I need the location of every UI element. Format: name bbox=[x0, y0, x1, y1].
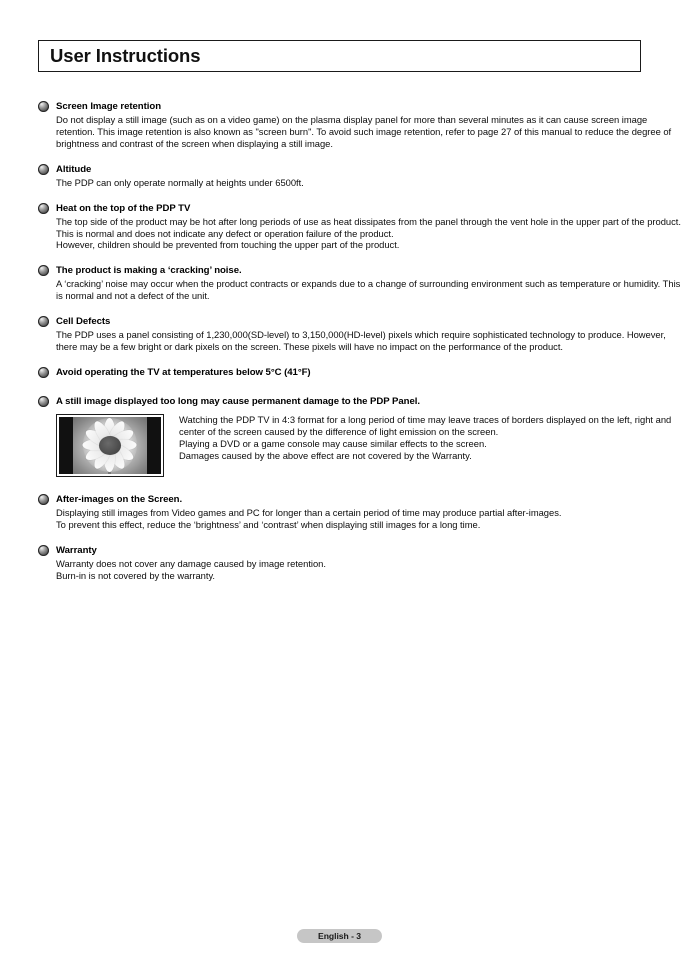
section-avoid-low-temperatures bbox=[0, 366, 686, 379]
sphere-bullet-icon bbox=[38, 396, 49, 407]
sphere-bullet-icon bbox=[38, 316, 49, 327]
section-heading bbox=[38, 366, 686, 379]
section-body bbox=[38, 507, 686, 531]
section-heading bbox=[38, 100, 686, 113]
section-heading-label: Cell Defects bbox=[56, 316, 111, 328]
body-paragraph: Damages caused by the above effect are not covered by the Warranty. bbox=[179, 450, 472, 462]
section-screen-image-retention bbox=[0, 100, 686, 150]
section-cell-defects bbox=[0, 315, 686, 353]
section-heading bbox=[38, 493, 686, 506]
section-heading bbox=[38, 264, 686, 277]
instructions-content bbox=[0, 100, 686, 593]
section-heading bbox=[38, 395, 686, 408]
section-altitude bbox=[0, 163, 686, 189]
section-after-images bbox=[0, 493, 686, 531]
body-paragraph: However, children should be prevented from touching the upper part of the product. bbox=[56, 239, 400, 251]
section-body bbox=[38, 329, 686, 353]
section-body bbox=[38, 216, 686, 252]
body-paragraph: A ‘cracking’ noise may occur when the product contracts or expands due to a change of surrounding environment such as temperature or humidity. This is normal and not a defect of the unit. bbox=[56, 278, 681, 302]
section-heat-on-top-of-pdp-tv bbox=[0, 202, 686, 252]
body-paragraph: The PDP can only operate normally at heights under 6500ft. bbox=[56, 176, 304, 188]
body-paragraph: Burn-in is not covered by the warranty. bbox=[56, 569, 216, 581]
page-footer-badge bbox=[297, 929, 382, 943]
sphere-bullet-icon bbox=[38, 101, 49, 112]
sphere-bullet-icon bbox=[38, 367, 49, 378]
section-body bbox=[38, 558, 686, 582]
body-paragraph: This is normal and does not indicate any defect or operation failure of the product. bbox=[56, 227, 394, 239]
section-heading-label: Screen Image retention bbox=[56, 101, 161, 112]
section-body bbox=[38, 278, 686, 302]
body-paragraph: Playing a DVD or a game console may cause similar effects to the screen. bbox=[179, 438, 487, 450]
section-heading bbox=[38, 544, 686, 557]
sphere-bullet-icon bbox=[38, 545, 49, 556]
pdp-panel-illustration bbox=[56, 414, 164, 477]
page-title: User Instructions bbox=[50, 45, 201, 66]
section-heading-label: After-images on the Screen. bbox=[56, 493, 183, 505]
body-paragraph: Do not display a still image (such as on a video game) on the plasma display panel for more than several minutes as it can cause screen image retention. This image retention is also known as "screen burn". To avoid such image retention, refer to page 27 of this manual to reduce the degree of brightness and contrast of the screen when displaying a still image. bbox=[56, 114, 672, 149]
figure-row bbox=[38, 414, 686, 477]
section-heading-label: The product is making a ‘cracking’ noise. bbox=[56, 265, 242, 277]
sphere-bullet-icon bbox=[38, 164, 49, 175]
section-heading-label: A still image displayed too long may cause permanent damage to the PDP Panel. bbox=[56, 395, 421, 407]
body-paragraph: To prevent this effect, reduce the ‘brightness’ and ‘contrast’ when displaying still images for a long time. bbox=[56, 518, 481, 530]
section-heading-label: Warranty bbox=[56, 544, 97, 556]
section-heading-label: Heat on the top of the PDP TV bbox=[56, 202, 191, 214]
sphere-bullet-icon bbox=[38, 203, 49, 214]
section-heading-label: Altitude bbox=[56, 163, 92, 175]
section-body bbox=[38, 114, 686, 150]
body-paragraph: The top side of the product may be hot after long periods of use as heat dissipates from the panel through the vent hole in the upper part of the product. bbox=[56, 215, 681, 227]
section-cracking-noise bbox=[0, 264, 686, 302]
body-paragraph: Warranty does not cover any damage caused by image retention. bbox=[56, 557, 326, 569]
figure-caption bbox=[164, 414, 686, 462]
body-paragraph: Displaying still images from Video games and PC for longer than a certain period of time may produce partial after-images. bbox=[56, 506, 562, 518]
body-paragraph: The PDP uses a panel consisting of 1,230,000(SD-level) to 3,150,000(HD-level) pixels which require sophisticated technology to produce. However, there may be a few bright or dark pixels on the screen. These pixels will have no impact on the performance of the product. bbox=[56, 329, 666, 353]
page-footer-label: English - 3 bbox=[318, 931, 361, 941]
tv-screen bbox=[59, 417, 161, 474]
section-body bbox=[38, 177, 686, 189]
section-heading bbox=[38, 163, 686, 176]
section-still-image-permanent-damage bbox=[0, 395, 686, 477]
section-heading bbox=[38, 202, 686, 215]
body-paragraph: Watching the PDP TV in 4:3 format for a long period of time may leave traces of borders displayed on the left, right and center of the screen caused by the difference of light emission on the screen. bbox=[179, 413, 672, 438]
sphere-bullet-icon bbox=[38, 494, 49, 505]
section-heading-label: Avoid operating the TV at temperatures below 5°C (41°F) bbox=[56, 366, 311, 378]
flower-center bbox=[99, 436, 121, 455]
sunflower-image bbox=[73, 417, 146, 474]
page-title-box bbox=[38, 40, 641, 72]
section-heading bbox=[38, 315, 686, 328]
sphere-bullet-icon bbox=[38, 265, 49, 276]
section-warranty bbox=[0, 544, 686, 582]
